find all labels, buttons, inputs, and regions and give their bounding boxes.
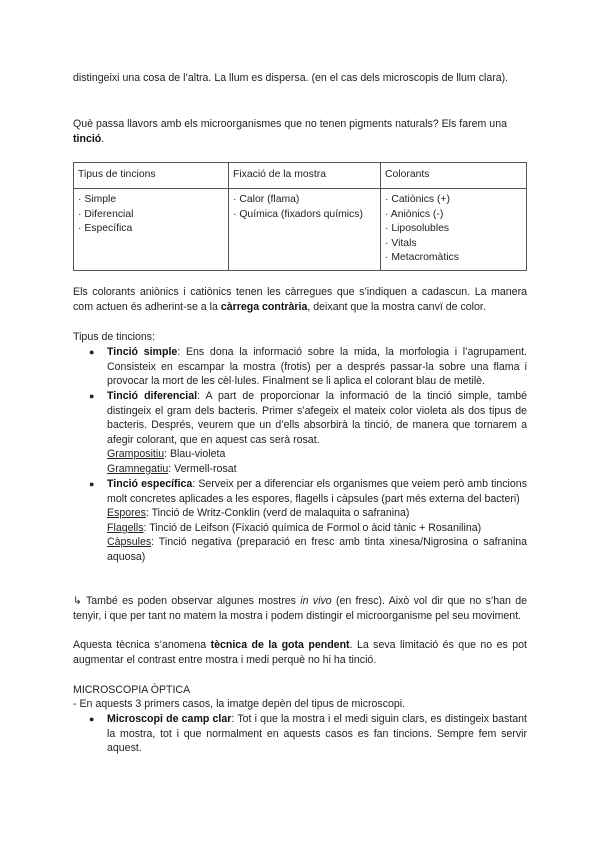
bullet-dot-icon: ● bbox=[89, 347, 95, 357]
bullet-especifica-body: : Serveix per a diferenciar els organismes que veiem però amb tincions molt concretes aplicades a les espores, flagells i càpsules (part més externa del bacteri) bbox=[107, 478, 527, 505]
colorants-end: , deixant que la mostra canvï de color. bbox=[307, 300, 486, 313]
colorants-paragraph bbox=[73, 285, 527, 314]
in-vivo-paragraph bbox=[73, 594, 527, 623]
list-item: · Química (fixadors químics) bbox=[233, 208, 363, 220]
sub-text: : Tinció de Leifson (Fixació química de Formol o àcid tànic + Rosanilina) bbox=[143, 521, 482, 534]
sub-capsules bbox=[107, 535, 527, 564]
bullet-camp-clar-bold: Microscopi de camp clar bbox=[107, 713, 232, 725]
colorants-bold: càrrega contrària bbox=[220, 300, 308, 313]
sub-gramnegatiu bbox=[107, 462, 527, 477]
bullet-camp-clar bbox=[89, 712, 527, 756]
header-colorants: Colorants bbox=[381, 163, 527, 189]
bullet-simple-text bbox=[107, 345, 527, 389]
sub-text: : Blau-violeta bbox=[164, 448, 226, 461]
bullet-diferencial-body: : A part de proporcionar la informació de la tinció simple, també distingeix el gram dels bacteris. Primer s’afegeix el mateix color violeta als dos tipus de bacteris. Després, veurem que un d’ells absorbirà la tinció, de manera que tornarem a afegir colorant, que en aquest cas serà rosat. bbox=[107, 390, 527, 446]
sub-label: Càpsules bbox=[107, 536, 152, 549]
list-item: · Simple bbox=[78, 194, 117, 205]
sub-text: : Tinció de Writz-Conklin (verd de malaquita o safranina) bbox=[145, 507, 410, 520]
vivo-end: (en fresc). Això vol dir que no s’han de tenyir, i que per tant no matem la mostra i podem distingir el microorganisme pel seu moviment. bbox=[73, 595, 528, 622]
bullet-simple bbox=[89, 345, 527, 389]
sub-label: Flagells bbox=[107, 521, 144, 534]
sub-text: : Vermell-rosat bbox=[168, 462, 237, 475]
bullet-dot-icon: ● bbox=[89, 714, 95, 724]
list-item: · Catiònics (+) bbox=[385, 194, 450, 205]
section-intro: - En aquests 3 primers casos, la imatge depèn del tipus de microscopi. bbox=[73, 698, 406, 710]
list-item: · Metacromàtics bbox=[385, 252, 459, 264]
table-content-row bbox=[74, 189, 527, 271]
question-paragraph bbox=[73, 117, 527, 146]
question-end: . bbox=[101, 132, 105, 145]
question-bold: tinció bbox=[73, 132, 102, 145]
vivo-text: ↳ També es poden observar algunes mostres bbox=[73, 595, 301, 607]
sub-label: Gramnegatiu bbox=[107, 462, 169, 475]
cell-colorants bbox=[381, 189, 527, 271]
list-item: · Vitals bbox=[385, 237, 417, 249]
header-tipus: Tipus de tincions bbox=[74, 163, 229, 189]
bullet-especifica-text bbox=[107, 477, 527, 506]
bullet-camp-clar-body: : Tot i que la mostra i el medi siguin clars, es distingeix bastant la mostra, tot i que normalment en aquests casos es fan tincions. Sempre fem servir aquest. bbox=[107, 713, 527, 755]
intro-continuation: distingeixi una cosa de l’altra. La llum es dispersa. (en el cas dels microscopis de llum clara). bbox=[73, 72, 509, 84]
gota-end: . La seva limitació és que no es pot augmentar el contrast entre mostra i medi perquè no hi ha tinció. bbox=[73, 639, 527, 666]
cell-tipus bbox=[74, 189, 229, 271]
list-item: · Específica bbox=[78, 223, 133, 235]
gota-text: Aquesta tècnica s’anomena bbox=[73, 639, 211, 651]
header-fixacio: Fixació de la mostra bbox=[229, 163, 381, 189]
sub-flagells bbox=[107, 521, 527, 536]
tipus-title: Tipus de tincions: bbox=[73, 331, 156, 343]
bullet-camp-clar-text bbox=[107, 712, 527, 756]
tincions-table bbox=[73, 162, 527, 271]
cell-fixacio bbox=[229, 189, 381, 271]
bullet-diferencial bbox=[89, 389, 527, 477]
bullet-especifica bbox=[89, 477, 527, 565]
bullet-diferencial-bold: Tinció diferencial bbox=[107, 390, 198, 402]
bullet-simple-bold: Tinció simple bbox=[107, 346, 178, 358]
list-item: · Aniònics (-) bbox=[385, 208, 444, 220]
colorants-text: Els colorants aniònics i catiònics tenen les càrregues que s’indiquen a cadascun. La manera com actuen és adherint-se a la bbox=[73, 286, 527, 313]
sub-text: : Tinció negativa (preparació en fresc amb tinta xinesa/Nigrosina o safranina aquosa) bbox=[107, 536, 527, 563]
bullet-dot-icon: ● bbox=[89, 479, 95, 489]
list-item: · Calor (flama) bbox=[233, 194, 300, 205]
table-header-row bbox=[74, 163, 527, 189]
sub-grampositiu bbox=[107, 447, 527, 462]
bullet-simple-body: : Ens dona la informació sobre la mida, la morfologia i l’agrupament. Consisteix en escampar la mostra (frotis) per a després passar-la sobre una flama i provocar la mort de les cèl·lules. Finalment se li aplica el colorant blau de metilè. bbox=[107, 346, 527, 388]
sub-label: Espores bbox=[107, 507, 146, 520]
sub-espores bbox=[107, 506, 527, 521]
list-item: · Diferencial bbox=[78, 208, 134, 220]
bullet-especifica-bold: Tinció específica bbox=[107, 478, 193, 490]
vivo-italic: in vivo bbox=[300, 595, 332, 607]
bullet-dot-icon: ● bbox=[89, 391, 95, 401]
list-item: · Liposolubles bbox=[385, 223, 450, 235]
gota-pendent-paragraph bbox=[73, 638, 527, 667]
section-title: MICROSCOPIA ÒPTICA bbox=[73, 684, 191, 696]
gota-bold: tècnica de la gota pendent bbox=[210, 639, 350, 651]
sub-label: Grampositiu bbox=[107, 448, 165, 461]
question-text: Què passa llavors amb els microorganismes que no tenen pigments naturals? Els farem una bbox=[73, 118, 507, 130]
bullet-diferencial-text bbox=[107, 389, 527, 447]
